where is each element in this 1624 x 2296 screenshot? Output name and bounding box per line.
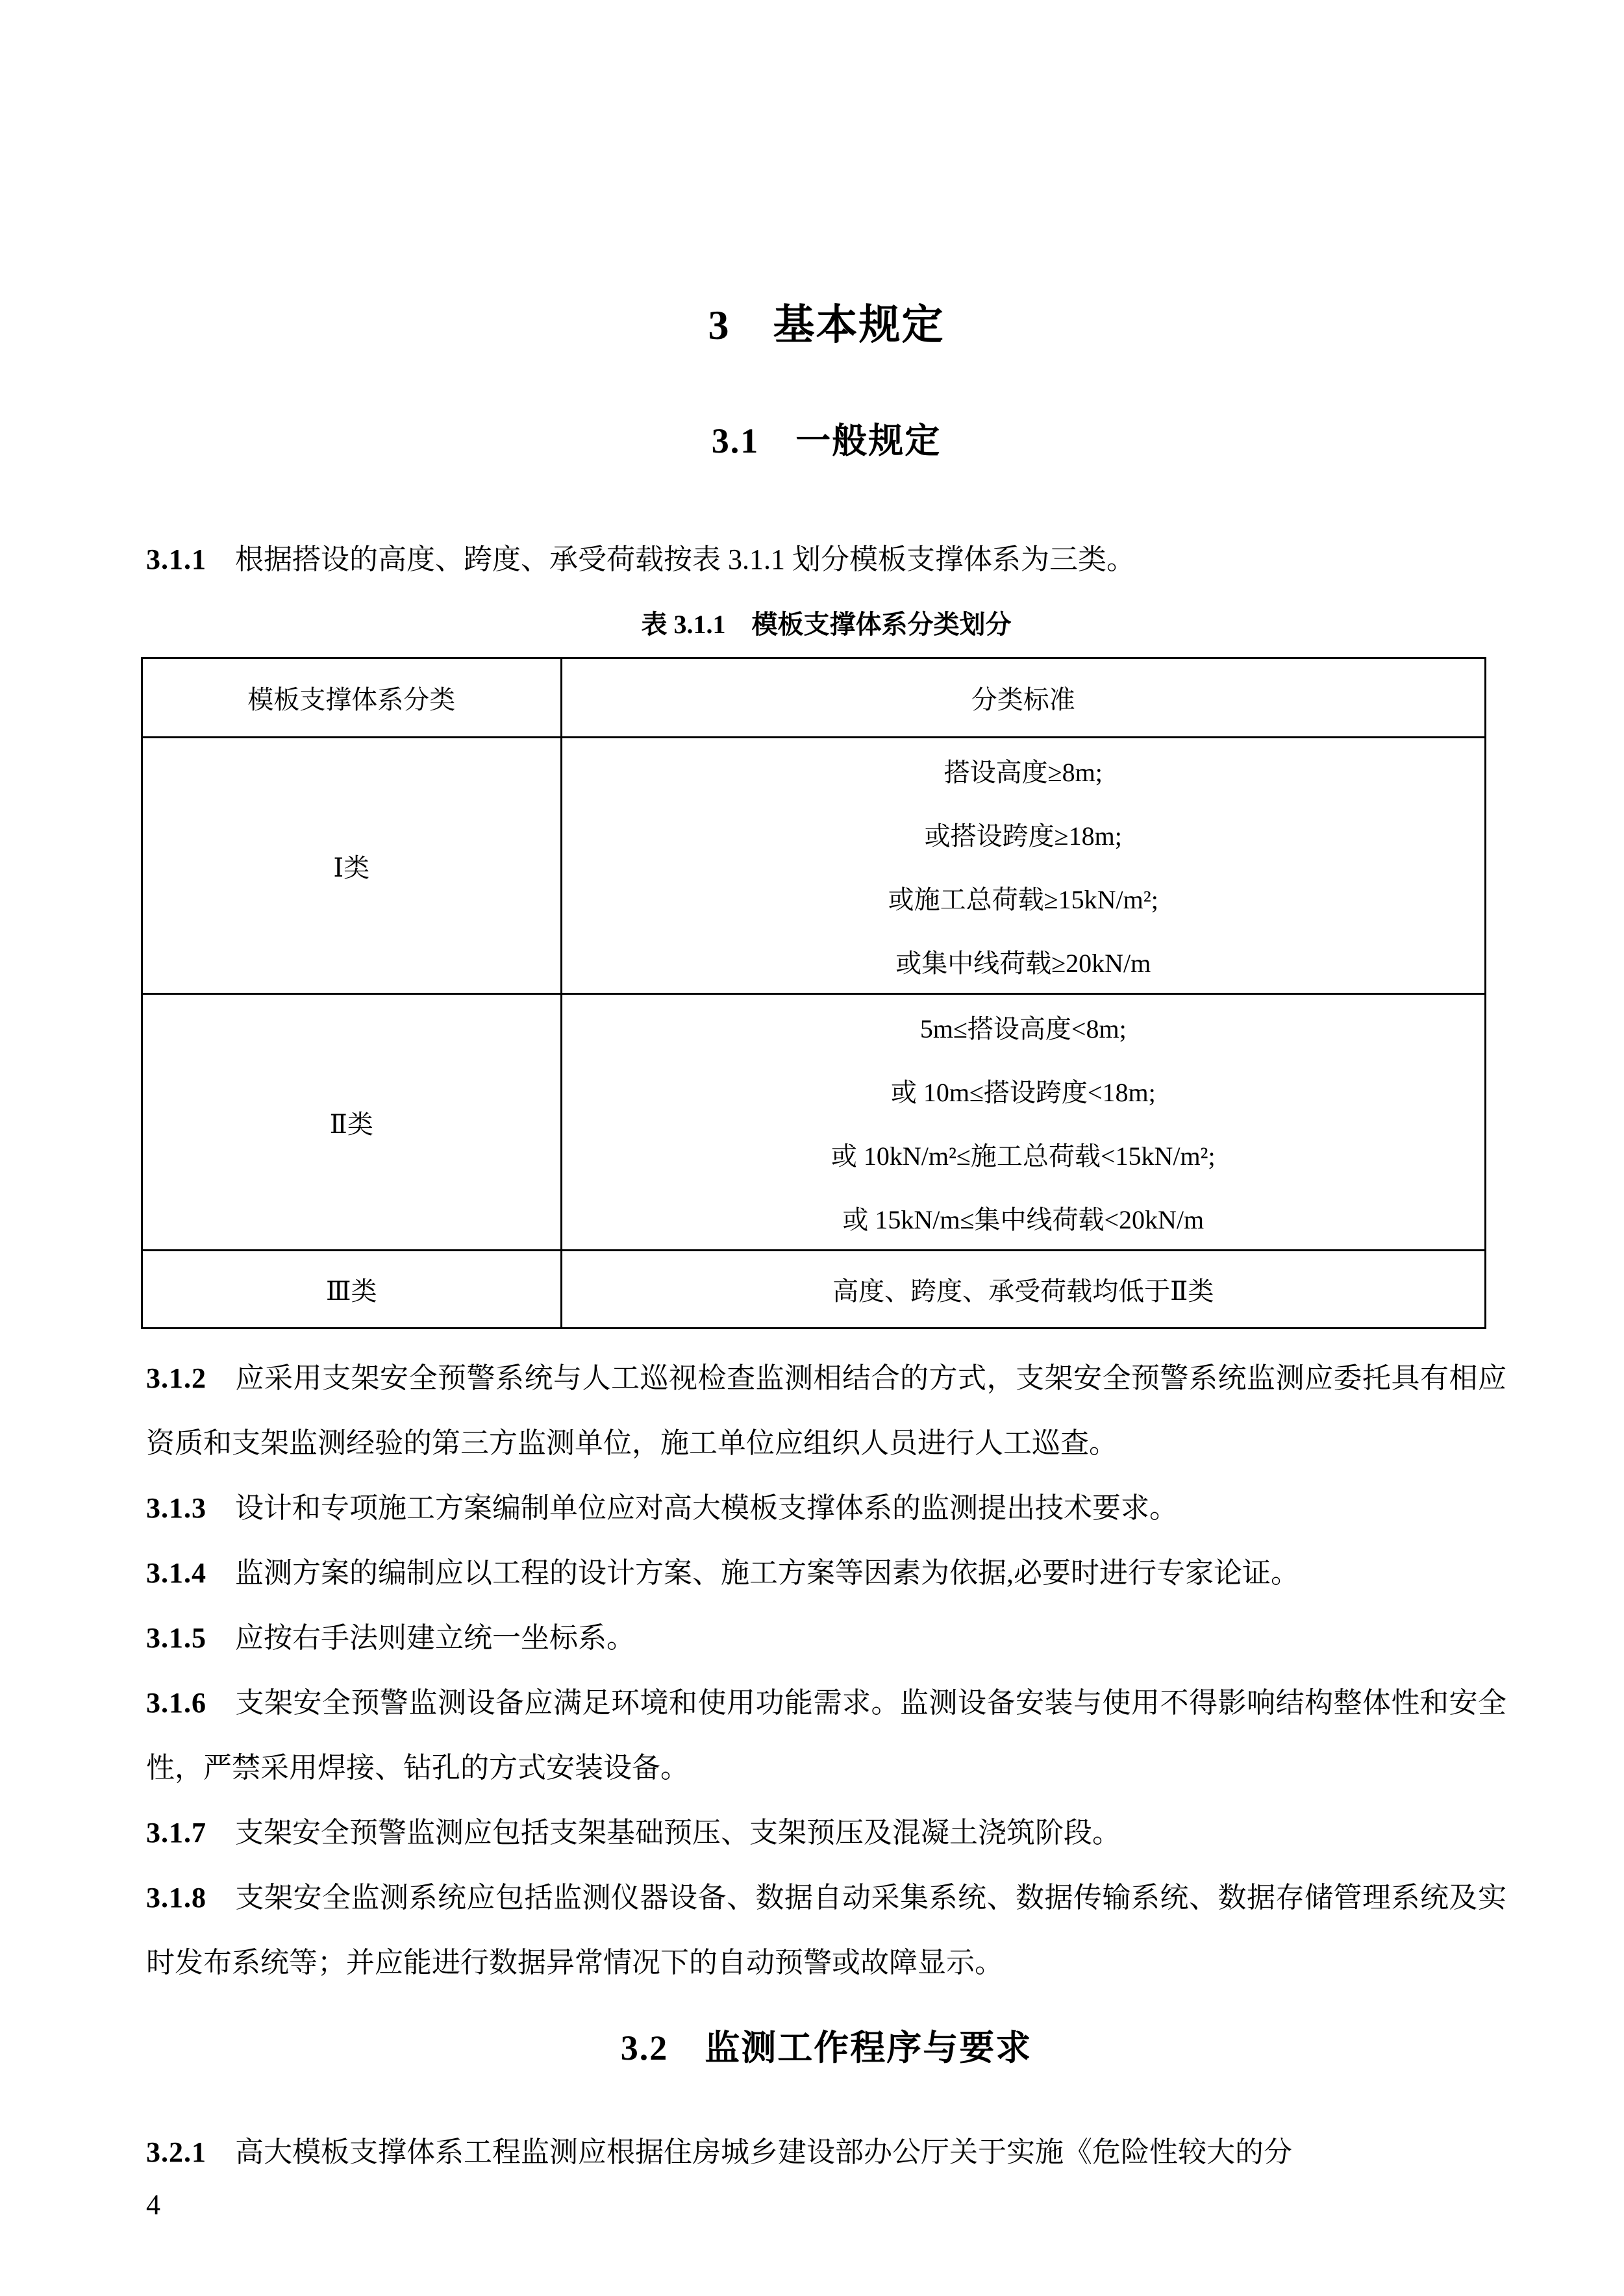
clause-number: 3.1.3 — [146, 1492, 206, 1524]
clause-text: 高大模板支撑体系工程监测应根据住房城乡建设部办公厅关于实施《危险性较大的分 — [235, 2136, 1292, 2168]
clause-number: 3.1.8 — [146, 1882, 206, 1914]
clause-number: 3.1.5 — [146, 1622, 206, 1654]
clauses-3-1 — [146, 1346, 1506, 1995]
criteria-line: 或施工总荷载≥15kN/m²; — [888, 884, 1158, 914]
criteria-cell — [562, 738, 1484, 993]
clause-3-1-4 — [146, 1541, 1506, 1606]
clause-number: 3.1.4 — [146, 1557, 206, 1589]
criteria-cell — [562, 995, 1484, 1249]
header-cell-category: 模板支撑体系分类 — [143, 659, 562, 736]
table-caption: 表 3.1.1 模板支撑体系分类划分 — [641, 610, 1012, 639]
criteria-line: 或集中线荷载≥20kN/m — [895, 948, 1151, 978]
table-header-row — [143, 659, 1484, 738]
clause-3-1-1 — [146, 527, 1506, 592]
criteria-line: 或 15kN/m≤集中线荷载<20kN/m — [842, 1204, 1205, 1234]
category-cell: Ⅱ类 — [143, 995, 562, 1249]
classification-table — [141, 657, 1486, 1329]
clause-number: 3.2.1 — [146, 2136, 206, 2168]
clause-3-1-7 — [146, 1801, 1506, 1866]
clause-text: 应采用支架安全预警系统与人工巡视检查监测相结合的方式，支架安全预警系统监测应委托具有相应资质和支架监测经验的第三方监测单位，施工单位应组织人员进行人工巡查。 — [146, 1362, 1506, 1459]
clause-3-1-5 — [146, 1606, 1506, 1671]
criteria-line: 或搭设跨度≥18m; — [924, 821, 1122, 851]
page-number: 4 — [146, 2189, 160, 2221]
criteria-line: 或 10m≤搭设跨度<18m; — [890, 1077, 1156, 1107]
criteria-line: 搭设高度≥8m; — [943, 757, 1103, 787]
clause-3-1-8 — [146, 1866, 1506, 1995]
table-row-class-1 — [143, 738, 1484, 995]
section-title-3-1: 3.1 一般规定 — [711, 421, 942, 460]
table-row-class-2 — [143, 995, 1484, 1251]
table-row-class-3 — [143, 1251, 1484, 1327]
clause-3-1-6 — [146, 1671, 1506, 1801]
category-cell: Ⅰ类 — [143, 738, 562, 993]
category-cell: Ⅲ类 — [143, 1251, 562, 1327]
clause-text: 监测方案的编制应以工程的设计方案、施工方案等因素为依据,必要时进行专家论证。 — [235, 1557, 1299, 1589]
header-criteria-label: 分类标准 — [971, 685, 1075, 714]
clause-3-1-3 — [146, 1476, 1506, 1541]
criteria-line: 高度、跨度、承受荷载均低于Ⅱ类 — [832, 1277, 1214, 1306]
header-cell-criteria — [562, 659, 1484, 736]
chapter-title: 3 基本规定 — [708, 302, 945, 348]
clause-text: 支架安全预警监测设备应满足环境和使用功能需求。监测设备安装与使用不得影响结构整体性和安全性，严禁采用焊接、钻孔的方式安装设备。 — [146, 1687, 1506, 1784]
criteria-line: 或 10kN/m²≤施工总荷载<15kN/m²; — [831, 1141, 1216, 1171]
clause-text: 支架安全监测系统应包括监测仪器设备、数据自动采集系统、数据传输系统、数据存储管理系统及实时发布系统等；并应能进行数据异常情况下的自动预警或故障显示。 — [146, 1882, 1506, 1978]
criteria-cell — [562, 1251, 1484, 1327]
clause-number: 3.1.2 — [146, 1362, 206, 1394]
clause-text: 支架安全预警监测应包括支架基础预压、支架预压及混凝土浇筑阶段。 — [235, 1817, 1121, 1849]
clause-text: 设计和专项施工方案编制单位应对高大模板支撑体系的监测提出技术要求。 — [235, 1492, 1178, 1524]
criteria-line: 5m≤搭设高度<8m; — [919, 1014, 1127, 1043]
clause-3-2-1 — [146, 2120, 1506, 2185]
clause-text: 根据搭设的高度、跨度、承受荷载按表 3.1.1 划分模板支撑体系为三类。 — [235, 543, 1135, 575]
clause-3-1-2 — [146, 1346, 1506, 1476]
clause-number: 3.1.6 — [146, 1687, 206, 1719]
clause-number: 3.1.1 — [146, 543, 206, 575]
clause-number: 3.1.7 — [146, 1817, 206, 1849]
clause-text: 应按右手法则建立统一坐标系。 — [235, 1622, 635, 1654]
section-title-3-2: 3.2 监测工作程序与要求 — [620, 2028, 1032, 2067]
